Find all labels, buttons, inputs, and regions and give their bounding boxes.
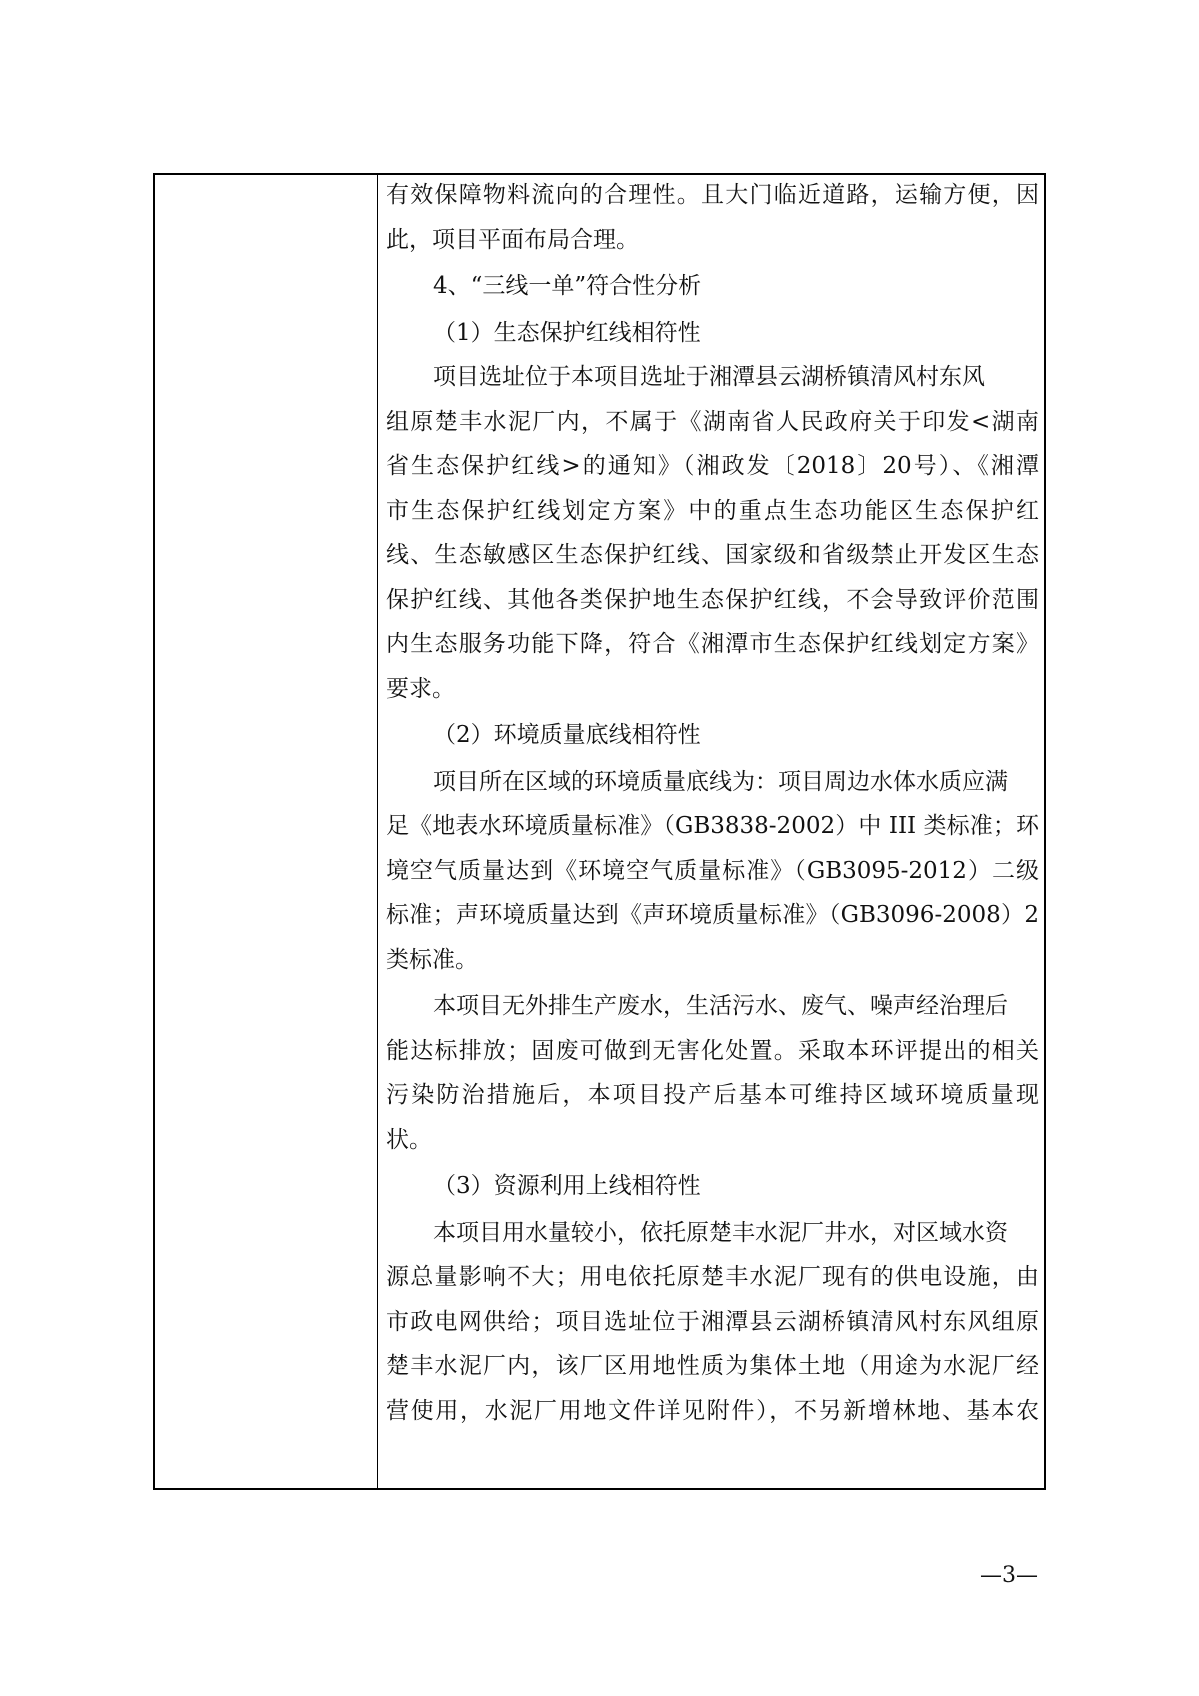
paragraph-line: 市生态保护红线划定方案》中的重点生态功能区生态保护红 xyxy=(386,497,1039,524)
section-heading: （2）环境质量底线相符性 xyxy=(433,722,701,748)
left-column-cell xyxy=(155,175,377,1488)
section-heading: 4、“三线一单”符合性分析 xyxy=(433,273,702,299)
document-table xyxy=(153,173,1046,1490)
section-heading: （1）生态保护红线相符性 xyxy=(433,319,701,346)
paragraph-line: 楚丰水泥厂内，该厂区用地性质为集体土地（用途为水泥厂经 xyxy=(386,1353,1039,1379)
section-heading: （3）资源利用上线相符性 xyxy=(433,1173,701,1199)
paragraph-line: 项目选址位于本项目选址于湘潭县云湖桥镇清风村东风 xyxy=(433,364,985,390)
content-cell xyxy=(386,175,1039,1433)
paragraph-line: 此，项目平面布局合理。 xyxy=(386,226,639,253)
paragraph-line: 状。 xyxy=(386,1126,432,1153)
paragraph-line: 标准；声环境质量达到《声环境质量标准》（GB3096-2008）2 xyxy=(386,902,1039,928)
paragraph-line: 本项目用水量较小，依托原楚丰水泥厂井水，对区域水资 xyxy=(433,1219,1008,1246)
paragraph-line: 污染防治措施后，本项目投产后基本可维持区域环境质量现 xyxy=(386,1082,1039,1108)
paragraph-line: 组原楚丰水泥厂内，不属于《湖南省人民政府关于印发<湖南 xyxy=(386,408,1039,435)
paragraph-line: 源总量影响不大；用电依托原楚丰水泥厂现有的供电设施，由 xyxy=(386,1264,1039,1290)
paragraph-line: 营使用，水泥厂用地文件详见附件），不另新增林地、基本农 xyxy=(386,1397,1039,1424)
paragraph-line: 保护红线、其他各类保护地生态保护红线，不会导致评价范围 xyxy=(386,586,1039,613)
paragraph-line: 足《地表水环境质量标准》（GB3838-2002）中 III 类标准；环 xyxy=(386,813,1039,839)
paragraph-line: 类标准。 xyxy=(386,946,478,973)
paragraph-line: 能达标排放；固废可做到无害化处置。采取本环评提出的相关 xyxy=(386,1037,1039,1064)
paragraph-line: 要求。 xyxy=(386,675,455,702)
column-divider xyxy=(377,175,378,1488)
paragraph-line: 本项目无外排生产废水，生活污水、废气、噪声经治理后 xyxy=(433,993,1008,1019)
paragraph-line: 境空气质量达到《环境空气质量标准》（GB3095-2012）二级 xyxy=(386,857,1039,884)
paragraph-line: 有效保障物料流向的合理性。且大门临近道路，运输方便，因 xyxy=(386,182,1039,208)
paragraph-line: 项目所在区域的环境质量底线为：项目周边水体水质应满 xyxy=(433,768,1008,795)
paragraph-line: 线、生态敏感区生态保护红线、国家级和省级禁止开发区生态 xyxy=(386,542,1039,568)
paragraph-line: 市政电网供给；项目选址位于湘潭县云湖桥镇清风村东风组原 xyxy=(386,1308,1039,1335)
paragraph-line: 省生态保护红线>的通知》（湘政发〔2018〕20号）、《湘潭 xyxy=(386,453,1039,479)
page-number: —3— xyxy=(980,1563,1038,1588)
paragraph-line: 内生态服务功能下降，符合《湘潭市生态保护红线划定方案》 xyxy=(386,631,1039,657)
